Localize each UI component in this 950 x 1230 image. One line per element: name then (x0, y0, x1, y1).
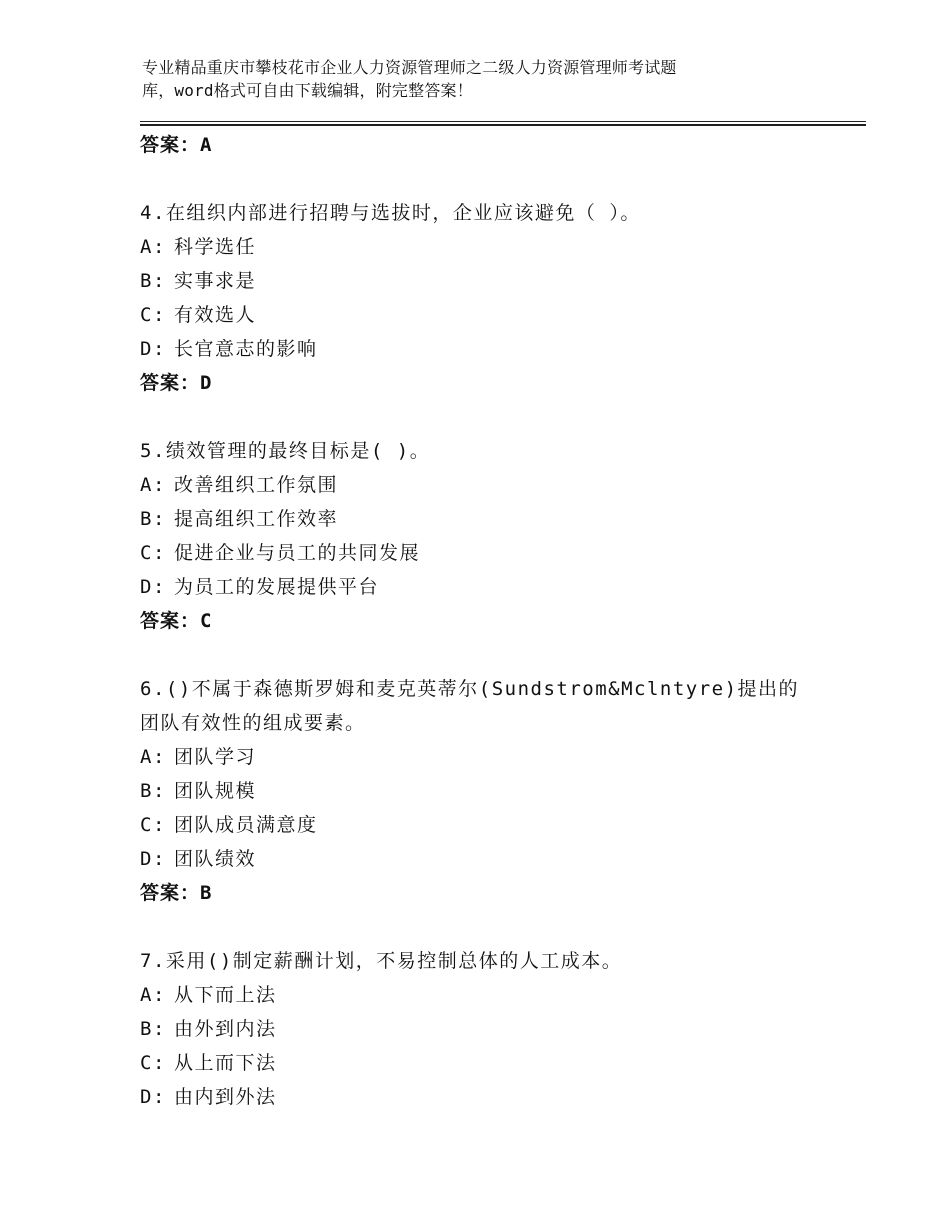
spacer (140, 400, 840, 434)
option-a (140, 740, 840, 774)
question-stem: 7.采用()制定薪酬计划，不易控制总体的人工成本。 (140, 950, 623, 972)
spacer (140, 638, 840, 672)
option-letter: B: (140, 1018, 166, 1040)
option-d (140, 1080, 840, 1114)
option-letter: D: (140, 1086, 166, 1108)
document-body (140, 128, 840, 1114)
option-c (140, 298, 840, 332)
option-text: 由外到内法 (174, 1018, 277, 1040)
answer-q4: 答案：D (140, 372, 213, 394)
question-6 (140, 672, 840, 910)
option-text: 团队学习 (174, 746, 257, 768)
question-stem: 6.()不属于森德斯罗姆和麦克英蒂尔(Sundstrom&Mclntyre)提出的团队有效性的组成要素。 (140, 678, 800, 734)
option-text: 由内到外法 (174, 1086, 277, 1108)
option-d (140, 842, 840, 876)
option-letter: A: (140, 746, 166, 768)
option-b (140, 1012, 840, 1046)
question-stem: 5.绩效管理的最终目标是( )。 (140, 440, 431, 462)
option-text: 实事求是 (174, 270, 257, 292)
option-letter: C: (140, 304, 166, 326)
option-letter: C: (140, 1052, 166, 1074)
option-letter: A: (140, 984, 166, 1006)
option-text: 团队绩效 (174, 848, 257, 870)
option-text: 为员工的发展提供平台 (174, 576, 380, 598)
option-c (140, 1046, 840, 1080)
option-text: 提高组织工作效率 (174, 508, 339, 530)
answer-q3: 答案：A (140, 134, 213, 156)
question-stem: 4.在组织内部进行招聘与选拔时，企业应该避免（ ）。 (140, 202, 641, 224)
option-letter: C: (140, 542, 166, 564)
option-c (140, 536, 840, 570)
answer-q6: 答案：B (140, 882, 213, 904)
spacer (140, 910, 840, 944)
option-text: 科学选任 (174, 236, 257, 258)
option-letter: C: (140, 814, 166, 836)
option-letter: B: (140, 508, 166, 530)
option-letter: D: (140, 848, 166, 870)
option-d (140, 570, 840, 604)
option-letter: B: (140, 270, 166, 292)
option-text: 改善组织工作氛围 (174, 474, 339, 496)
option-letter: A: (140, 236, 166, 258)
header-rule-thin (140, 121, 866, 122)
spacer (140, 162, 840, 196)
option-text: 从上而下法 (174, 1052, 277, 1074)
option-text: 长官意志的影响 (174, 338, 318, 360)
option-a (140, 468, 840, 502)
option-text: 促进企业与员工的共同发展 (174, 542, 421, 564)
question-4 (140, 196, 840, 400)
option-a (140, 978, 840, 1012)
option-b (140, 264, 840, 298)
option-b (140, 774, 840, 808)
option-letter: D: (140, 576, 166, 598)
option-text: 团队规模 (174, 780, 257, 802)
option-letter: A: (140, 474, 166, 496)
question-5 (140, 434, 840, 638)
option-text: 从下而上法 (174, 984, 277, 1006)
option-text: 团队成员满意度 (174, 814, 318, 836)
option-letter: B: (140, 780, 166, 802)
question-7 (140, 944, 840, 1114)
option-letter: D: (140, 338, 166, 360)
header-line-2: 库，word格式可自由下载编辑，附完整答案！ (142, 81, 473, 100)
option-a (140, 230, 840, 264)
page-header (142, 56, 802, 102)
answer-q5: 答案：C (140, 610, 213, 632)
option-b (140, 502, 840, 536)
header-rule-thick (140, 124, 866, 126)
header-line-1: 专业精品重庆市攀枝花市企业人力资源管理师之二级人力资源管理师考试题 (142, 58, 677, 77)
option-text: 有效选人 (174, 304, 257, 326)
option-c (140, 808, 840, 842)
option-d (140, 332, 840, 366)
